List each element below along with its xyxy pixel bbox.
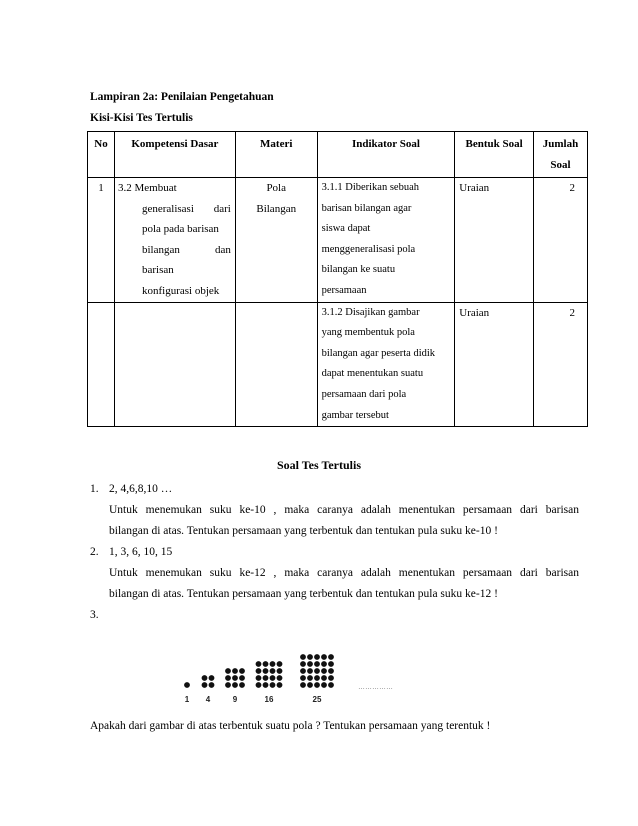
pattern-dot — [314, 682, 320, 688]
pattern-dot — [314, 654, 320, 660]
pattern-dot — [263, 661, 269, 667]
pattern-dot — [307, 682, 313, 688]
continuation-dots: …………… — [358, 684, 393, 691]
pattern-dot — [270, 661, 276, 667]
pattern-dot — [239, 668, 245, 674]
table-row — [88, 178, 588, 303]
question-1-line-1: Untuk menemukan suku ke-10 , maka caranya adalah menentukan persamaan dari barisan — [109, 504, 579, 516]
question-3-text: Apakah dari gambar di atas terbentuk suatu pola ? Tentukan persamaan yang terentuk ! — [90, 720, 491, 732]
pattern-dot — [263, 675, 269, 681]
pattern-dot — [256, 682, 262, 688]
header-no: No — [88, 132, 115, 178]
pattern-dot — [270, 668, 276, 674]
pattern-dot — [328, 675, 334, 681]
pattern-dot — [314, 668, 320, 674]
header-bentuk: Bentuk Soal — [455, 132, 534, 178]
pattern-dot — [277, 668, 283, 674]
pattern-dot — [256, 675, 262, 681]
table-row — [88, 302, 588, 427]
pattern-dot — [232, 682, 238, 688]
cell-jumlah: 2 — [534, 302, 588, 427]
pattern-dot — [314, 661, 320, 667]
pattern-dot — [307, 661, 313, 667]
question-1-number: 1. — [90, 483, 99, 495]
dot-pattern-labels — [185, 695, 322, 704]
cell-materi: Pola Bilangan — [235, 178, 317, 303]
pattern-dot — [321, 682, 327, 688]
pattern-dot — [270, 675, 276, 681]
appendix-heading: Lampiran 2a: Penilaian Pengetahuan — [90, 91, 274, 103]
dot-pattern-figure — [150, 644, 440, 714]
pattern-dot — [277, 675, 283, 681]
cell-jumlah: 2 — [534, 178, 588, 303]
cell-no: 1 — [88, 178, 115, 303]
pattern-dot — [263, 668, 269, 674]
pattern-dot — [225, 682, 231, 688]
header-kompetensi: Kompetensi Dasar — [114, 132, 235, 178]
pattern-dot — [321, 668, 327, 674]
pattern-dot — [225, 668, 231, 674]
question-2-line-2: bilangan di atas. Tentukan persamaan yang terbentuk dan tentukan pula suku ke-12 ! — [109, 588, 498, 600]
pattern-dot — [277, 661, 283, 667]
pattern-dot — [307, 654, 313, 660]
cell-bentuk: Uraian — [455, 302, 534, 427]
grid-heading: Kisi-Kisi Tes Tertulis — [90, 112, 193, 124]
pattern-dot — [256, 668, 262, 674]
question-1-line-2: bilangan di atas. Tentukan persamaan yang terbentuk dan tentukan pula suku ke-10 ! — [109, 525, 498, 537]
pattern-dot — [225, 675, 231, 681]
table-header-row — [88, 132, 588, 178]
pattern-dot — [300, 661, 306, 667]
pattern-label: 25 — [312, 695, 322, 704]
pattern-dot — [263, 682, 269, 688]
question-2-line-1: Untuk menemukan suku ke-12 , maka caranya adalah menentukan persamaan dari barisan — [109, 567, 579, 579]
cell-kompetensi: 3.2 Membuat generalisasi dari pola pada barisan bilangan dan barisan konfigurasi objek — [114, 178, 235, 303]
pattern-dot — [300, 682, 306, 688]
cell-materi-empty — [235, 302, 317, 427]
cell-indikator: 3.1.2 Disajikan gambar yang membentuk pola bilangan agar peserta didik dapat menentukan suatu persamaan dari pola gambar tersebut — [317, 302, 455, 427]
pattern-dot — [328, 661, 334, 667]
header-materi: Materi — [235, 132, 317, 178]
pattern-dot — [239, 675, 245, 681]
pattern-dot — [328, 668, 334, 674]
pattern-dot — [328, 682, 334, 688]
cell-indikator: 3.1.1 Diberikan sebuah barisan bilangan agar siswa dapat menggeneralisasi pola bilangan ke suatu persamaan — [317, 178, 455, 303]
question-2-number: 2. — [90, 546, 99, 558]
dot-pattern-groups — [184, 654, 334, 688]
pattern-label: 16 — [264, 695, 274, 704]
pattern-dot — [321, 654, 327, 660]
pattern-dot — [232, 668, 238, 674]
pattern-dot — [202, 682, 208, 688]
pattern-dot — [270, 682, 276, 688]
pattern-dot — [300, 668, 306, 674]
question-3-number: 3. — [90, 609, 99, 621]
pattern-dot — [202, 675, 208, 681]
pattern-dot — [209, 675, 215, 681]
kisi-kisi-table — [87, 131, 588, 427]
pattern-dot — [256, 661, 262, 667]
question-2-sequence: 1, 3, 6, 10, 15 — [109, 546, 173, 558]
header-indikator: Indikator Soal — [317, 132, 455, 178]
pattern-dot — [321, 661, 327, 667]
pattern-dot — [321, 675, 327, 681]
pattern-dot — [277, 682, 283, 688]
pattern-label: 9 — [232, 695, 238, 704]
pattern-dot — [314, 675, 320, 681]
pattern-dot — [232, 675, 238, 681]
header-jumlah: Jumlah Soal — [534, 132, 588, 178]
cell-kompetensi-empty — [114, 302, 235, 427]
cell-no-empty — [88, 302, 115, 427]
pattern-dot — [307, 668, 313, 674]
pattern-dot — [209, 682, 215, 688]
cell-bentuk: Uraian — [455, 178, 534, 303]
pattern-dot — [307, 675, 313, 681]
pattern-dot — [328, 654, 334, 660]
test-title: Soal Tes Tertulis — [276, 458, 362, 472]
pattern-label: 4 — [205, 695, 211, 704]
question-1-sequence: 2, 4,6,8,10 … — [109, 483, 173, 495]
pattern-label: 1 — [184, 695, 190, 704]
pattern-dot — [300, 675, 306, 681]
pattern-dot — [184, 682, 190, 688]
pattern-dot — [239, 682, 245, 688]
pattern-dot — [300, 654, 306, 660]
